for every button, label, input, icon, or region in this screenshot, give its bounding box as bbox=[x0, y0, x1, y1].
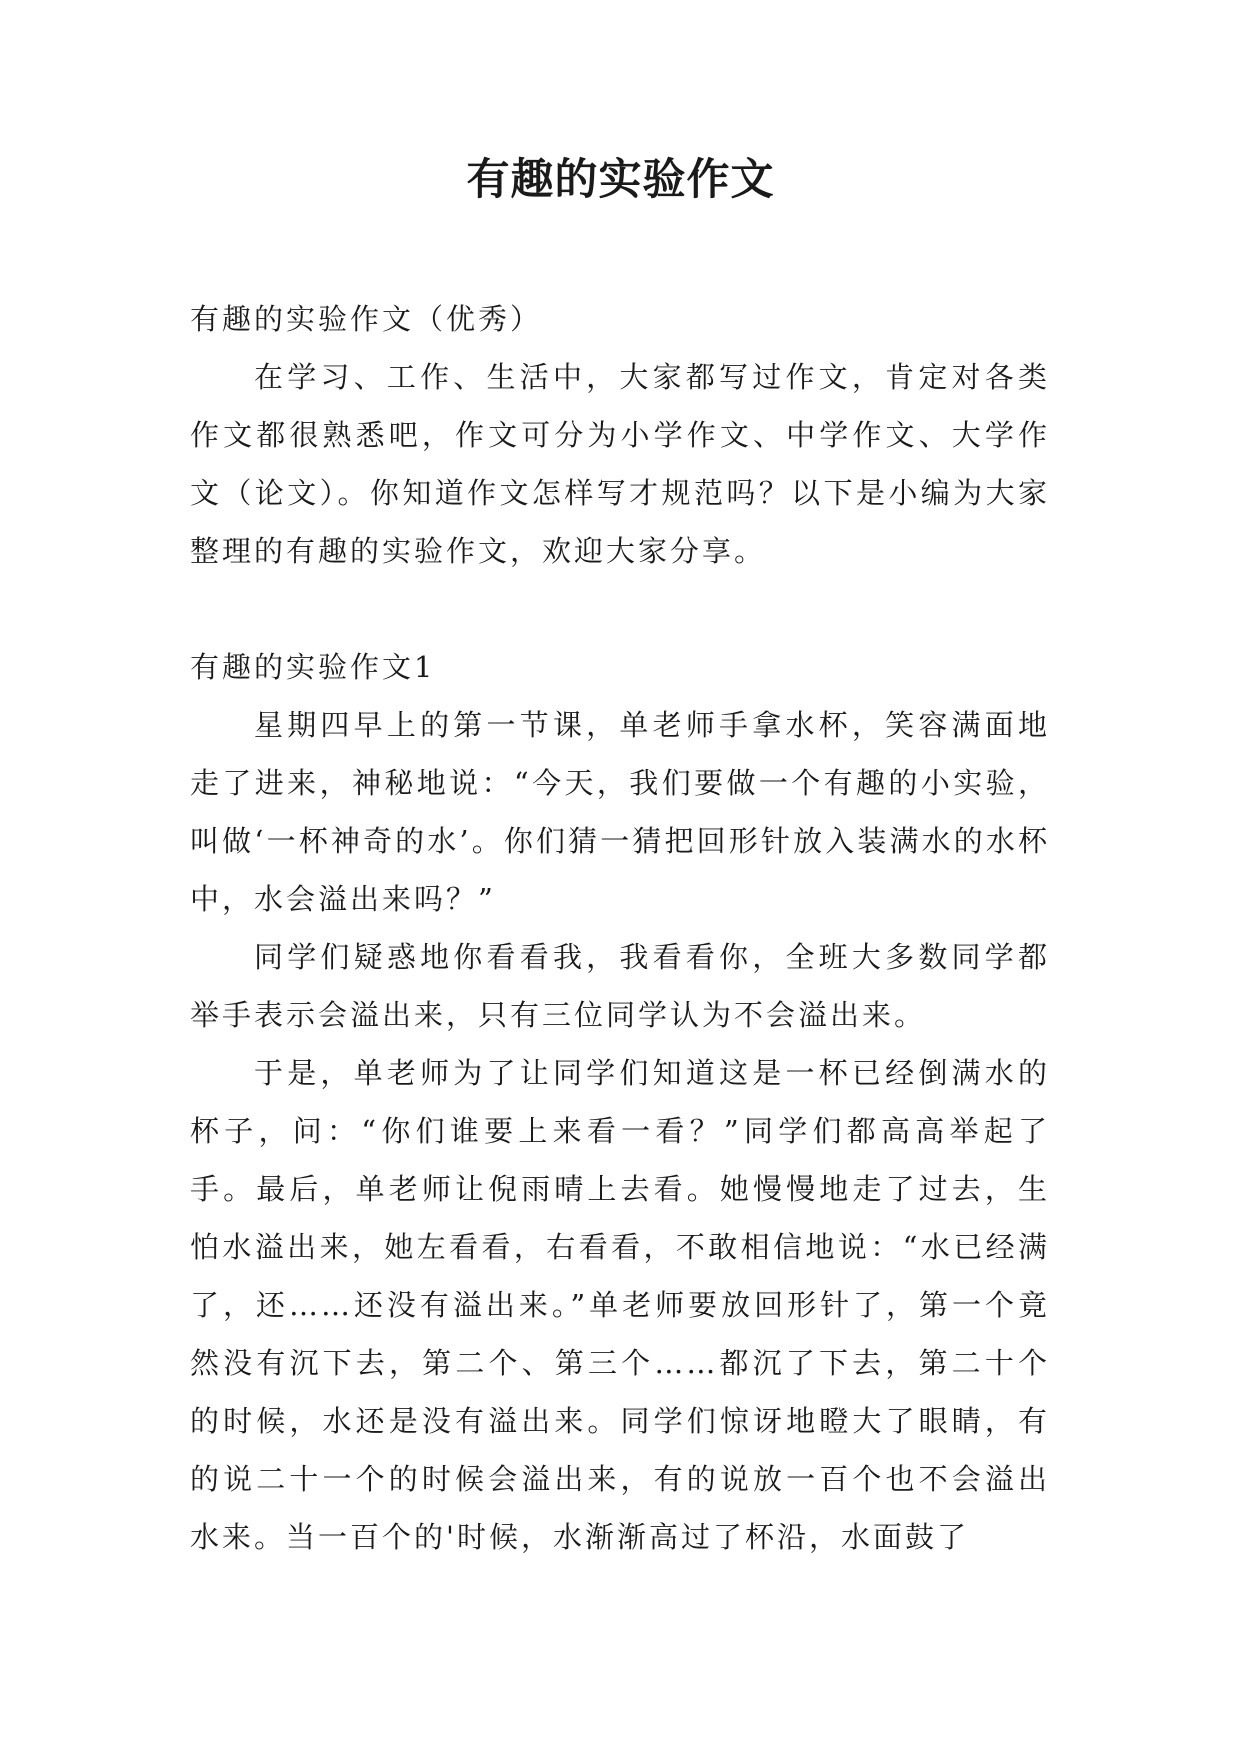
section-spacer bbox=[190, 580, 1050, 638]
intro-paragraph: 在学习、工作、生活中，大家都写过作文，肯定对各类作文都很熟悉吧，作文可分为小学作文、中学作文、大学作文（论文）。你知道作文怎样写才规范吗？以下是小编为大家整理的有趣的实验作文，欢迎大家分享。 bbox=[190, 360, 1050, 568]
page-title: 有趣的实验作文 bbox=[466, 155, 775, 205]
body-paragraph: 同学们疑惑地你看看我，我看看你，全班大多数同学都举手表示会溢出来，只有三位同学认为不会溢出来。 bbox=[190, 940, 1050, 1032]
body-paragraph: 于是，单老师为了让同学们知道这是一杯已经倒满水的杯子，问：“你们谁要上来看一看？”同学们都高高举起了手。最后，单老师让倪雨晴上去看。她慢慢地走了过去，生怕水溢出来，她左看看，右看看，不敢相信地说：“水已经满了，还……还没有溢出来。”单老师要放回形针了，第一个竟然没有沉下去，第二个、第三个……都沉了下去，第二十个的时候，水还是没有溢出来。同学们惊讶地瞪大了眼睛，有的说二十一个的时候会溢出来，有的说放一百个也不会溢出水来。当一百个的'时候，水渐渐高过了杯沿，水面鼓了 bbox=[190, 1056, 1050, 1554]
document-body bbox=[190, 290, 1050, 1566]
body-paragraph: 星期四早上的第一节课，单老师手拿水杯，笑容满面地走了进来，神秘地说：“今天，我们要做一个有趣的小实验，叫做‘一杯神奇的水’。你们猜一猜把回形针放入装满水的水杯中，水会溢出来吗？” bbox=[190, 708, 1050, 916]
section-heading: 有趣的实验作文1 bbox=[190, 650, 436, 684]
intro-heading: 有趣的实验作文（优秀） bbox=[190, 302, 543, 336]
